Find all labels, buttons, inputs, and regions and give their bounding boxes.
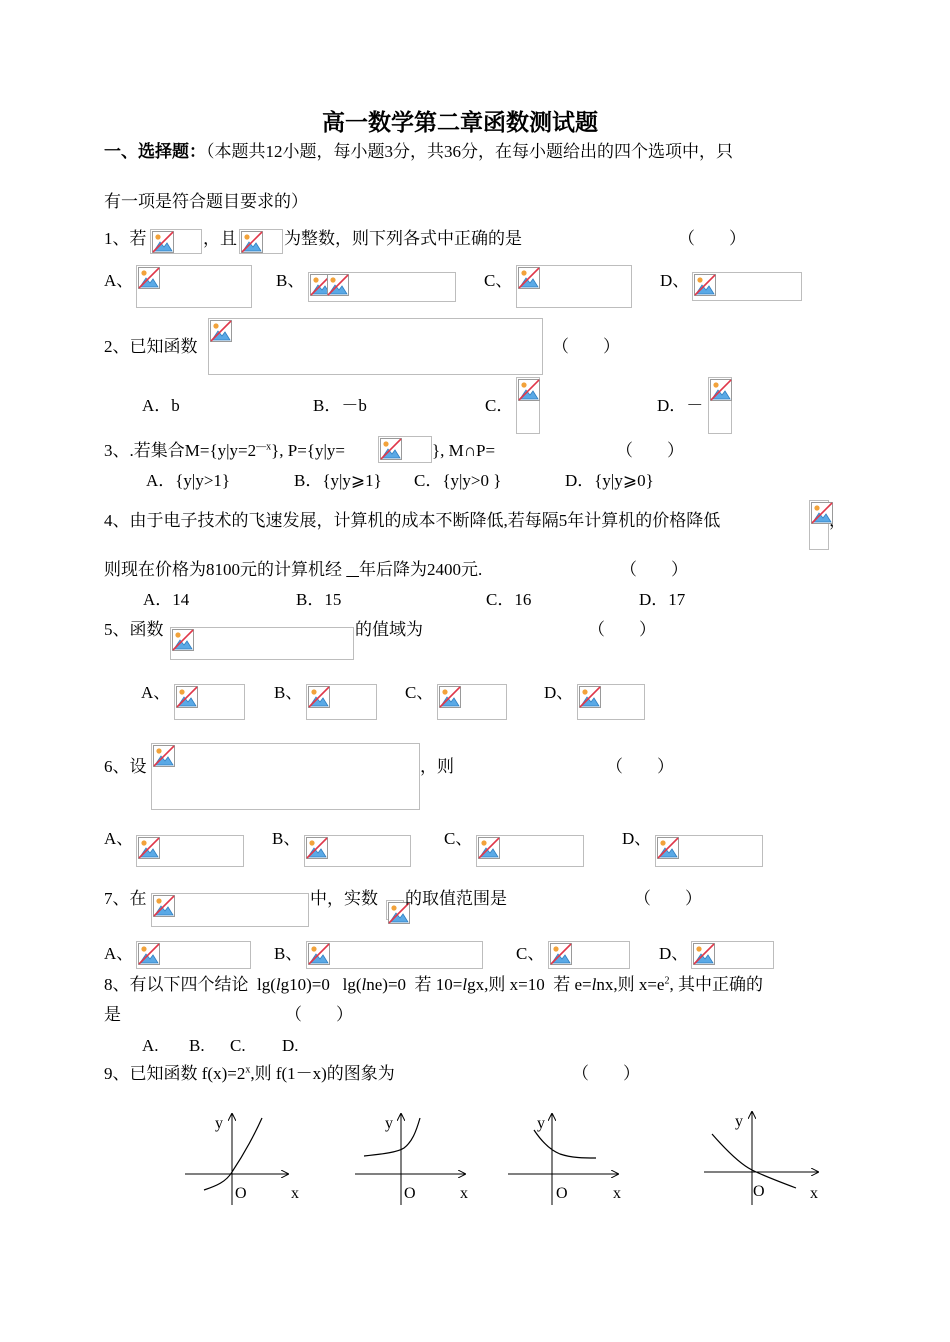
exponent: 2 <box>664 975 670 987</box>
formula-image <box>708 377 732 434</box>
option-text: D．{y|y⩾0} <box>565 471 654 490</box>
axis-label-x: x <box>613 1185 621 1202</box>
origin-label: O <box>404 1185 416 1202</box>
option-label: C、 <box>405 683 434 702</box>
option-text: C． <box>485 396 514 415</box>
option-text: A．b <box>142 396 180 415</box>
option-text: C. <box>230 1036 246 1055</box>
formula-image <box>136 941 251 969</box>
option-text: A．{y|y>1} <box>146 471 231 490</box>
option-label: A、 <box>104 829 134 848</box>
section-heading: 一、选择题： <box>104 142 206 161</box>
question-3-post: }, M∩P= <box>432 441 496 460</box>
option-label: D、 <box>660 271 690 290</box>
formula-image <box>655 835 763 867</box>
option-text: B．15 <box>296 590 342 609</box>
formula-image <box>306 684 377 720</box>
formula-image <box>516 265 632 308</box>
question-4-line-2 <box>104 561 482 578</box>
question-8-line-1 <box>104 976 763 993</box>
question-8-line-2: 是 <box>104 1005 121 1024</box>
origin-label: O <box>235 1185 247 1202</box>
text: l <box>275 975 281 994</box>
option-label: C、 <box>444 829 473 848</box>
formula-image <box>326 273 350 297</box>
option-text: A．14 <box>143 590 190 609</box>
formula-image <box>150 229 202 254</box>
formula-image <box>304 835 411 867</box>
text: ne)=0 若 10= <box>366 975 463 994</box>
comma: ， <box>829 511 846 530</box>
question-4-line-1: 4、由于电子技术的飞速发展，计算机的成本不断降低,若每隔5年计算机的价格降低 <box>104 511 721 530</box>
question-4-line-2b: 年后降为2400元. <box>359 560 483 579</box>
question-3-mid: }, P={y|y= <box>271 441 345 460</box>
graph-option-d <box>704 1112 818 1205</box>
question-3 <box>104 442 345 459</box>
option-text: B．－b <box>313 396 367 415</box>
graph-option-a <box>185 1114 299 1205</box>
answer-paren: （ ） <box>678 229 746 248</box>
formula-image <box>151 893 309 927</box>
axis-label-x: x <box>810 1185 818 1202</box>
option-label: B、 <box>272 829 301 848</box>
formula-image <box>548 941 630 969</box>
question-1-pre: 1、若 <box>104 229 147 248</box>
origin-label: O <box>753 1183 765 1200</box>
option-label: B、 <box>274 683 303 702</box>
formula-image <box>516 377 540 434</box>
question-5-post: 的值域为 <box>355 620 423 639</box>
graph-option-b <box>355 1114 468 1205</box>
question-1-post: 为整数，则下列各式中正确的是 <box>284 229 522 248</box>
formula-image <box>239 229 283 254</box>
formula-image <box>378 436 432 463</box>
question-6-post: ，则 <box>420 757 454 776</box>
section-desc-2: 有一项是符合题目要求的） <box>104 192 308 211</box>
question-7-mid: 中，实数 <box>310 889 378 908</box>
question-6-pre: 6、设 <box>104 757 147 776</box>
answer-paren: （ ） <box>588 620 656 639</box>
question-1-mid: ，且 <box>203 229 237 248</box>
formula-image <box>174 684 245 720</box>
question-8-lead: 8、有以下四个结论 <box>104 975 257 994</box>
formula-image <box>151 743 420 810</box>
formula-image <box>437 684 507 720</box>
text: , 其中正确的 <box>669 975 763 994</box>
answer-paren: （ ） <box>616 441 684 460</box>
formula-image <box>476 835 584 867</box>
text: lg( <box>342 975 362 994</box>
text: gx,则 x=10 若 e= <box>467 975 592 994</box>
question-3-pre: 3、.若集合M={y|y=2 <box>104 441 257 460</box>
option-text: B．{y|y⩾1} <box>294 471 382 490</box>
option-text: B. <box>189 1036 205 1055</box>
text: lg( <box>257 975 276 994</box>
axis-label-y: y <box>215 1115 223 1132</box>
formula-image <box>386 900 404 920</box>
question-5-pre: 5、函数 <box>104 620 164 639</box>
axis-label-y: y <box>735 1113 743 1130</box>
option-text: A. <box>142 1036 159 1055</box>
question-9 <box>104 1065 395 1082</box>
formula-image <box>691 941 774 969</box>
question-9-post: ,则 f(1－x)的图象为 <box>250 1064 395 1083</box>
axis-label-x: x <box>291 1185 299 1202</box>
formula-image <box>809 500 829 550</box>
answer-paren: （ ） <box>620 560 688 579</box>
option-text: D．17 <box>639 590 686 609</box>
formula-image <box>208 318 543 375</box>
option-label: A、 <box>141 683 171 702</box>
text: l <box>591 975 597 994</box>
formula-image <box>577 684 645 720</box>
answer-paren: （ ） <box>606 757 674 776</box>
axis-label-y: y <box>385 1115 393 1132</box>
question-7-pre: 7、在 <box>104 889 147 908</box>
section-header <box>104 143 733 160</box>
exponent: —x <box>256 441 272 453</box>
question-9-pre: 9、已知函数 f(x)=2 <box>104 1064 246 1083</box>
question-7-post: 的取值范围是 <box>405 889 507 908</box>
option-label: D、 <box>622 829 652 848</box>
formula-image <box>136 835 244 867</box>
formula-image <box>136 265 252 308</box>
answer-paren: （ ） <box>634 889 702 908</box>
option-text: C．16 <box>486 590 532 609</box>
axis-label-x: x <box>460 1185 468 1202</box>
option-label: B、 <box>274 944 303 963</box>
answer-paren: （ ） <box>552 337 620 356</box>
fill-blank <box>346 560 359 579</box>
option-label: D、 <box>659 944 689 963</box>
option-label: A、 <box>104 271 134 290</box>
text: l <box>462 975 468 994</box>
axis-label-y: y <box>537 1115 545 1132</box>
option-label: C、 <box>484 271 513 290</box>
text: g10)=0 <box>280 975 343 994</box>
option-label: A、 <box>104 944 134 963</box>
option-text: D．－ <box>657 396 704 415</box>
graph-option-c <box>508 1114 621 1205</box>
option-label: D、 <box>544 683 574 702</box>
option-text: C．{y|y>0 } <box>414 471 502 490</box>
question-2-text: 2、已知函数 <box>104 337 198 356</box>
question-4-line-2a: 则现在价格为8100元的计算机经 <box>104 560 347 579</box>
option-label: B、 <box>276 271 305 290</box>
formula-image <box>306 941 483 969</box>
page-title: 高一数学第二章函数测试题 <box>322 110 598 136</box>
option-label: C、 <box>516 944 545 963</box>
exponent: x <box>245 1064 251 1076</box>
section-desc-1: （本题共12小题，每小题3分，共36分，在每小题给出的四个选项中，只 <box>206 142 733 161</box>
formula-image <box>692 272 802 301</box>
answer-paren: （ ） <box>285 1005 353 1024</box>
option-text: D. <box>282 1036 299 1055</box>
answer-paren: （ ） <box>572 1064 640 1083</box>
text: nx,则 x=e <box>596 975 665 994</box>
origin-label: O <box>556 1185 568 1202</box>
text: l <box>361 975 367 994</box>
formula-image <box>170 627 354 660</box>
